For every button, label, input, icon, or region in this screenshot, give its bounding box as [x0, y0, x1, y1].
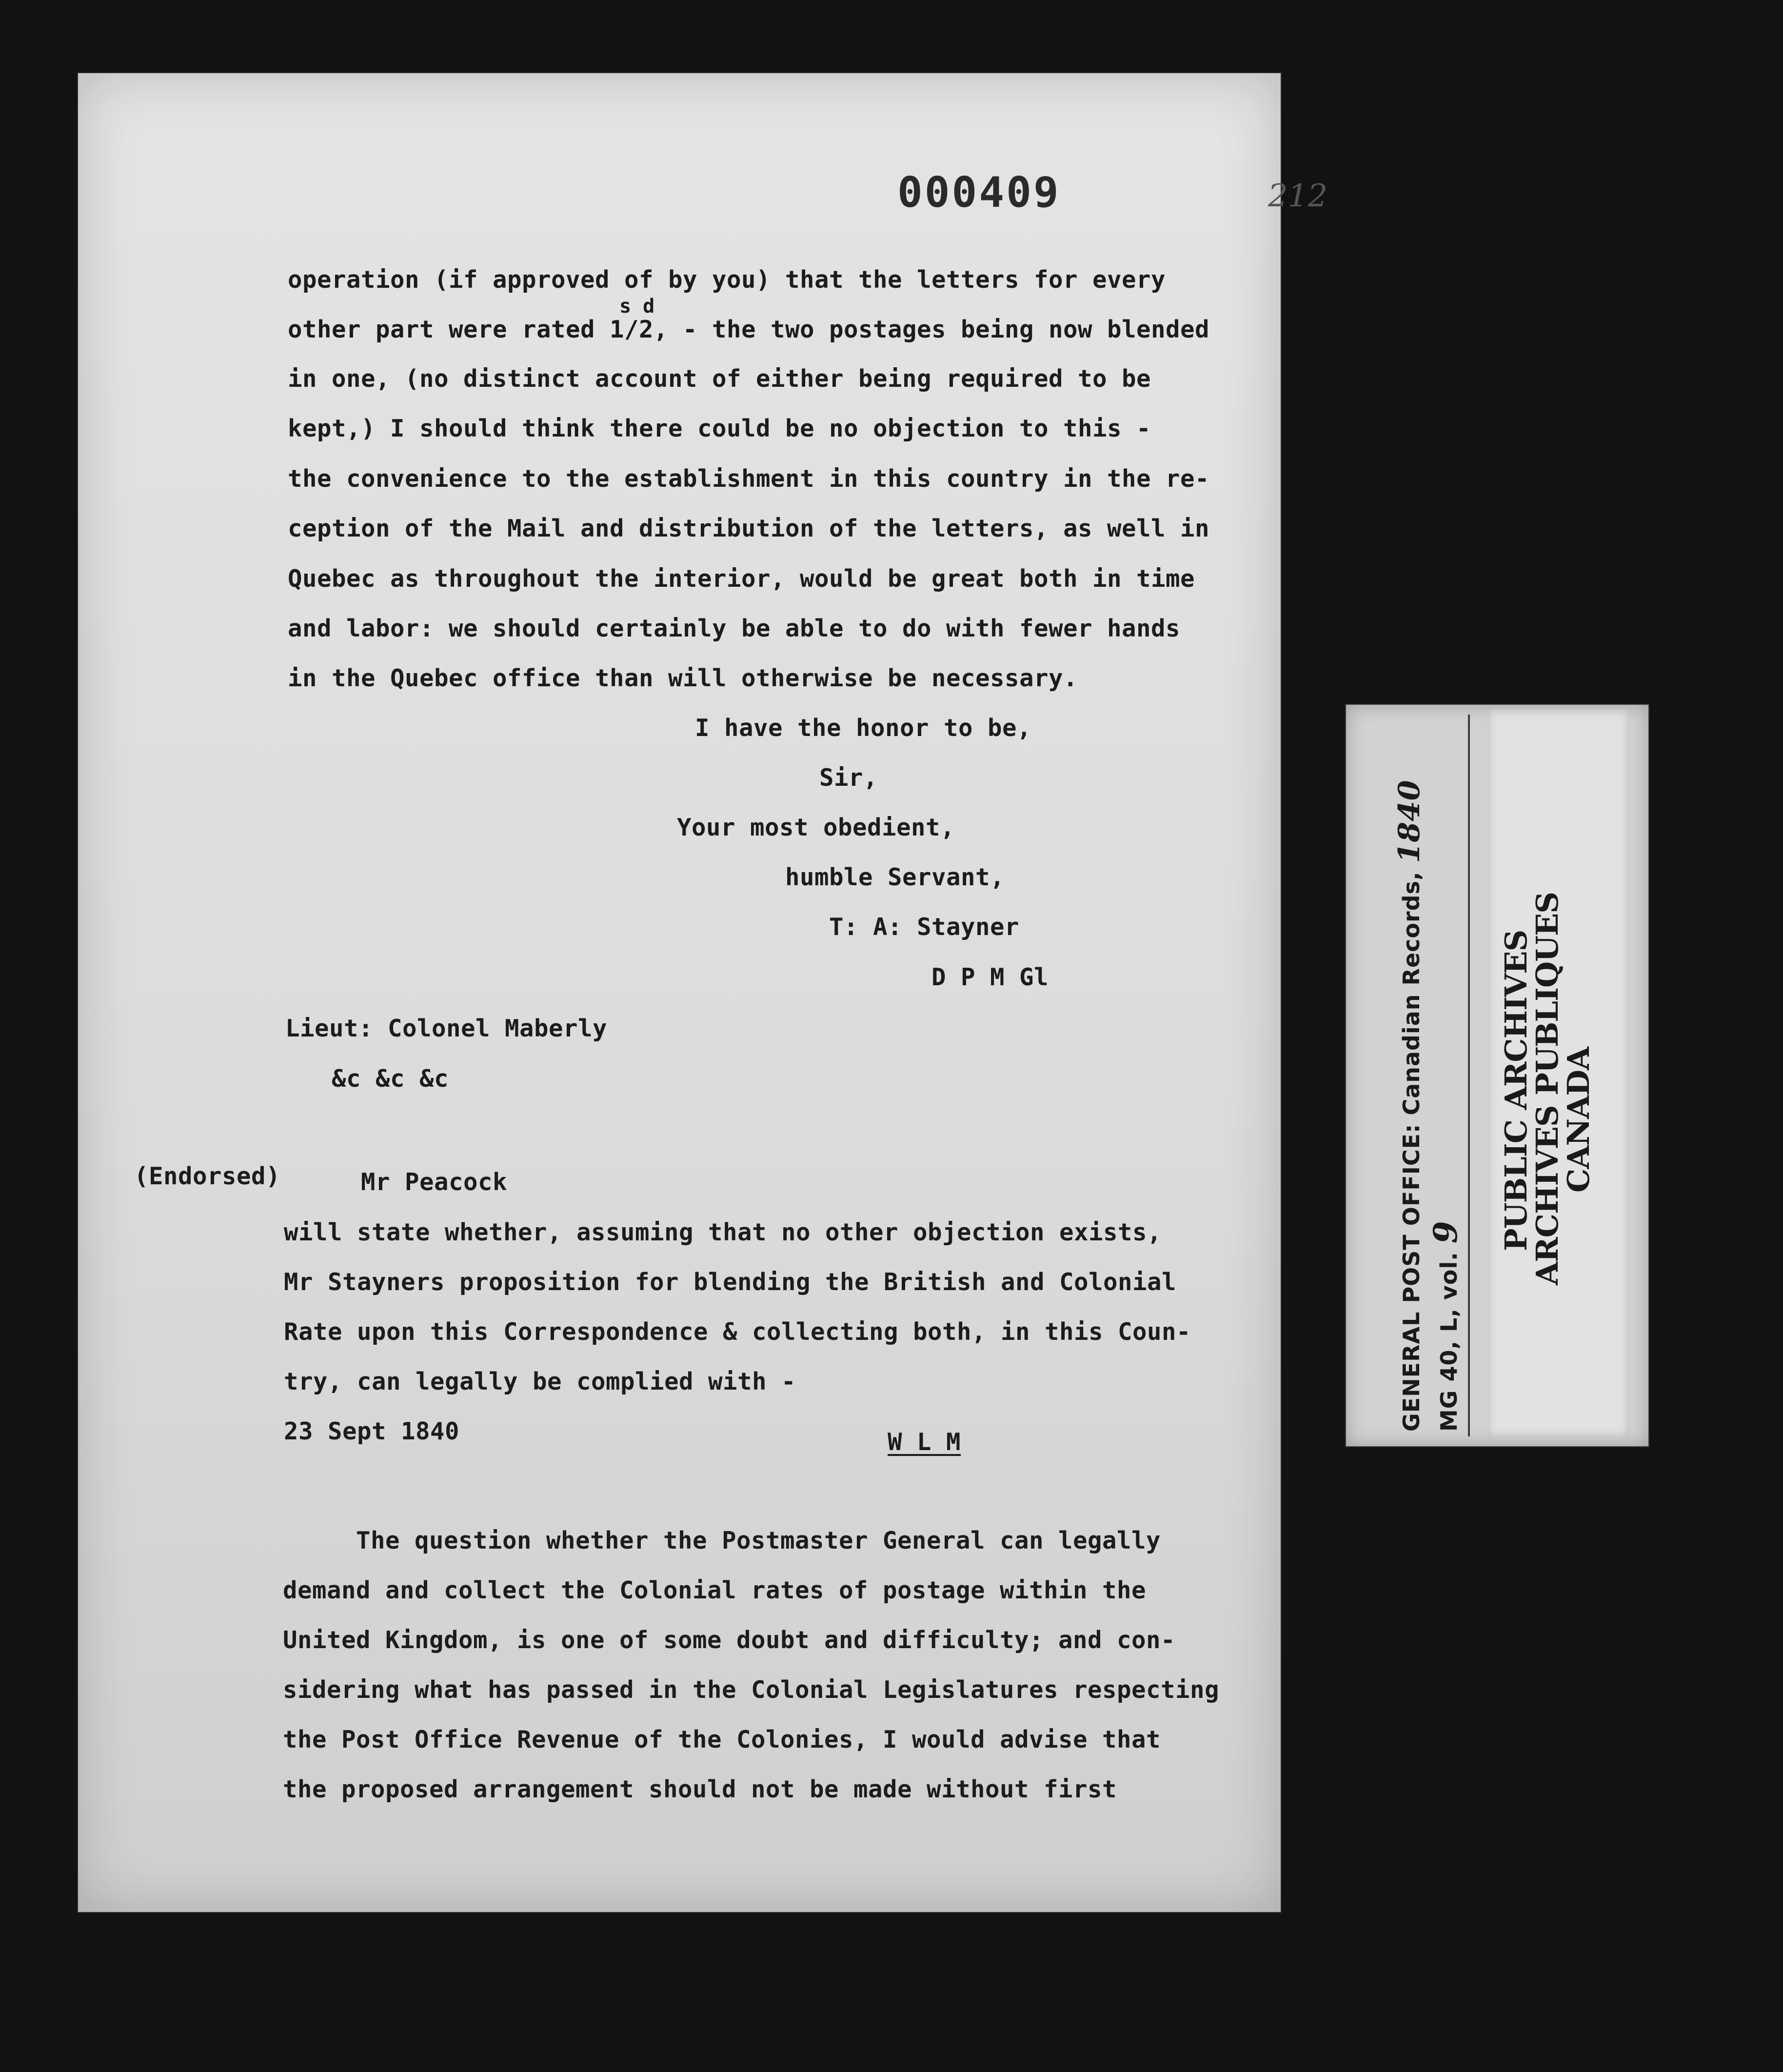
reply-line: the Post Office Revenue of the Colonies, I would advise that [283, 1726, 1161, 1753]
endorsement-name: Mr Peacock [361, 1168, 508, 1196]
endorsement-line: will state whether, assuming that no other objection exists, [284, 1218, 1162, 1246]
label-year-handwritten: 1840 [1392, 779, 1426, 863]
addressee-name: Lieut: Colonel Maberly [285, 1015, 608, 1042]
document-page [78, 73, 1328, 1912]
signature: T: A: Stayner [829, 913, 1020, 941]
closing-line: Your most obedient, [677, 814, 955, 841]
endorsement-initials: W L M [888, 1428, 961, 1456]
closing-salutation: Sir, [819, 764, 878, 792]
label-source-line [1392, 779, 1426, 1432]
reply-line: United Kingdom, is one of some doubt and difficulty; and con- [283, 1626, 1176, 1654]
archive-label-card [1346, 705, 1648, 1446]
addressee-etc: &c &c &c [332, 1065, 449, 1093]
label-inner-strip [1487, 710, 1629, 1436]
closing-line: I have the honor to be, [695, 714, 1032, 742]
label-volume-line [1426, 1220, 1465, 1432]
label-volume: MG 40, L, vol. [1436, 1252, 1462, 1432]
letter-line: Quebec as throughout the interior, would be great both in time [288, 565, 1195, 593]
letter-line: operation (if approved of by you) that the letters for every [288, 266, 1166, 294]
endorsement-date: 23 Sept 1840 [284, 1417, 460, 1445]
label-country: CANADA [1561, 1047, 1596, 1193]
letter-line: ception of the Mail and distribution of the letters, as well in [288, 515, 1210, 542]
endorsed-label: (Endorsed) [134, 1162, 281, 1190]
label-source: GENERAL POST OFFICE: Canadian Records, [1398, 871, 1425, 1432]
endorsement-line: try, can legally be complied with - [284, 1368, 796, 1395]
reply-line: The question whether the Postmaster General can legally [356, 1527, 1161, 1554]
reference-number: 000409 [897, 168, 1061, 217]
signature-title: D P M Gl [931, 963, 1049, 991]
endorsement-line: Mr Stayners proposition for blending the British and Colonial [284, 1268, 1177, 1296]
folio-number: 212 [1268, 178, 1328, 214]
label-volume-number-handwritten: 9 [1426, 1220, 1465, 1244]
letter-line: in the Quebec office than will otherwise be necessary. [288, 664, 1078, 692]
label-archives-en: PUBLIC ARCHIVES [1498, 930, 1534, 1251]
rate-superscript: s d [619, 295, 655, 318]
letter-line: in one, (no distinct account of either being required to be [288, 365, 1151, 393]
endorsement-line: Rate upon this Correspondence & collecting both, in this Coun- [284, 1318, 1191, 1346]
letter-line: kept,) I should think there could be no objection to this - [288, 415, 1151, 442]
label-archives-fr: ARCHIVES PUBLIQUES [1529, 892, 1565, 1285]
reply-line: demand and collect the Colonial rates of postage within the [283, 1576, 1147, 1604]
label-divider [1468, 715, 1470, 1436]
closing-line: humble Servant, [785, 863, 1005, 891]
letter-line: the convenience to the establishment in this country in the re- [288, 465, 1210, 493]
reply-line: the proposed arrangement should not be made without first [283, 1775, 1117, 1803]
reply-line: sidering what has passed in the Colonial Legislatures respecting [283, 1676, 1220, 1704]
letter-line: and labor: we should certainly be able to do with fewer hands [288, 615, 1181, 642]
letter-line: other part were rated 1/2, - the two postages being now blended [288, 316, 1210, 343]
